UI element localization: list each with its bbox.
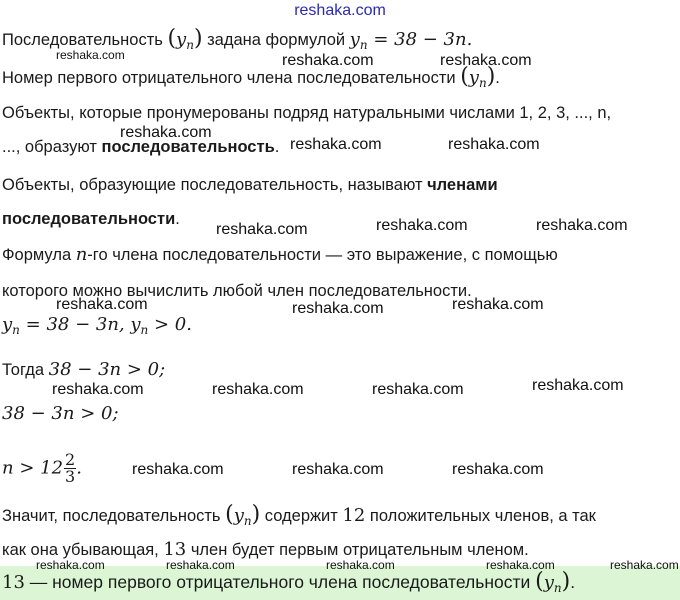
formula: = 38 − 3n. [373, 29, 473, 50]
watermark: reshaka.com [452, 461, 544, 478]
solution-step-1 [2, 313, 192, 342]
seq-subscript: n [478, 76, 487, 90]
theory-dot: . [274, 138, 280, 156]
watermark: reshaka.com [532, 377, 624, 394]
watermark: reshaka.com [292, 461, 384, 478]
step-subscript-2: n [140, 323, 149, 337]
conclusion-text-end: положительных членов, а так [365, 507, 596, 525]
fraction-denominator: 3 [65, 467, 76, 486]
count-positive: 12 [342, 505, 366, 526]
conclusion-line-1: Значит, последовательность $(y_n)$ содержит 12 положительных членов, а так [2, 502, 596, 528]
problem-line-1: Последовательность $(y_n)$ задана формулой $y_n = 38 - 3n$. [2, 26, 473, 52]
seq-subscript: n [553, 581, 562, 595]
question-text: Номер первого отрицательного члена последовательности [2, 69, 461, 87]
seq-symbol: y [176, 29, 187, 50]
formula-subscript: n [359, 38, 368, 52]
watermark: reshaka.com [56, 296, 148, 313]
theory-dot: . [175, 210, 180, 228]
watermark: reshaka.com [536, 217, 628, 234]
seq-subscript: n [186, 38, 194, 52]
theory-p1-a: Объекты, которые пронумерованы подряд натуральными числами 1, 2, 3, ..., n, [2, 104, 612, 122]
watermark: reshaka.com [120, 124, 212, 141]
seq-subscript: n [243, 514, 252, 528]
watermark: reshaka.com [290, 136, 382, 153]
question-dot: . [495, 69, 500, 87]
step-4-math: n > 12 [2, 457, 64, 479]
term-members: членами [427, 176, 498, 194]
watermark: reshaka.com [326, 558, 395, 572]
watermark: reshaka.com [132, 461, 224, 478]
problem-text-mid: задана формулой [202, 31, 350, 49]
fraction [64, 452, 76, 485]
watermark: reshaka.com [452, 296, 544, 313]
step-2-text: Тогда [2, 361, 49, 379]
term-sequence: последовательность [101, 138, 275, 156]
watermark: reshaka.com [166, 558, 235, 572]
seq-symbol: y [543, 572, 554, 593]
watermark: reshaka.com [36, 558, 105, 572]
watermark: reshaka.com [610, 558, 679, 572]
theory-p3-b: которого можно вычислить любой член последовательности. [2, 282, 472, 300]
fraction-numerator: 2 [65, 450, 76, 469]
answer-dot: . [570, 572, 576, 592]
seq-symbol: y [233, 505, 244, 526]
conclusion-text: Значит, последовательность [2, 507, 226, 525]
conclusion-text: как она убывающая, [2, 541, 164, 559]
watermark: reshaka.com [292, 300, 384, 317]
watermark: reshaka.com [56, 48, 125, 62]
watermark: reshaka.com [376, 217, 468, 234]
watermark: reshaka.com [448, 136, 540, 153]
problem-text: Последовательность [2, 31, 168, 49]
solution-step-4 [2, 452, 82, 485]
watermark: reshaka.com [52, 381, 144, 398]
site-header-link[interactable]: reshaka.com [294, 2, 386, 19]
watermark: reshaka.com [212, 381, 304, 398]
step-symbol: y [2, 314, 13, 335]
theory-text: ..., образуют [2, 138, 102, 156]
answer-number: 13 [2, 572, 25, 593]
watermark: reshaka.com [372, 381, 464, 398]
step-1-tail: > 0. [148, 314, 192, 335]
answer-line: 13 — номер первого отрицательного члена последовательности $(y_n)$. [2, 569, 576, 595]
theory-text: Объекты, образующие последовательность, называют [2, 176, 428, 194]
term-members-of-seq: последовательности [2, 210, 176, 228]
watermark: reshaka.com [282, 52, 374, 69]
solution-step-2 [2, 359, 165, 381]
seq-symbol: y [468, 67, 479, 88]
step-1-math: = 38 − 3n, y [25, 314, 141, 335]
conclusion-text-end: член будет первым отрицательным членом. [186, 541, 529, 559]
problem-line-2: Номер первого отрицательного члена последовательности $(y_n)$. [2, 64, 500, 90]
formula-symbol: y [349, 29, 360, 50]
watermark: reshaka.com [486, 558, 555, 572]
solution-step-3: 38 − 3n > 0; [2, 403, 119, 424]
theory-p2-a [2, 174, 498, 196]
watermark: reshaka.com [216, 221, 308, 238]
watermark: reshaka.com [440, 52, 532, 69]
theory-p2-b [2, 208, 180, 230]
step-subscript: n [12, 323, 20, 337]
var-n: n [75, 244, 88, 265]
first-negative-number: 13 [163, 539, 187, 560]
theory-p3-a [2, 244, 558, 266]
theory-text: -го члена последовательности — это выражение, с помощью [87, 246, 558, 264]
conclusion-text-mid: содержит [260, 507, 343, 525]
step-2-math: 38 − 3n > 0; [48, 359, 166, 380]
step-4-dot: . [76, 457, 82, 479]
theory-text: Формула [2, 246, 76, 264]
answer-text: — номер первого отрицательного члена последовательности [24, 572, 536, 592]
